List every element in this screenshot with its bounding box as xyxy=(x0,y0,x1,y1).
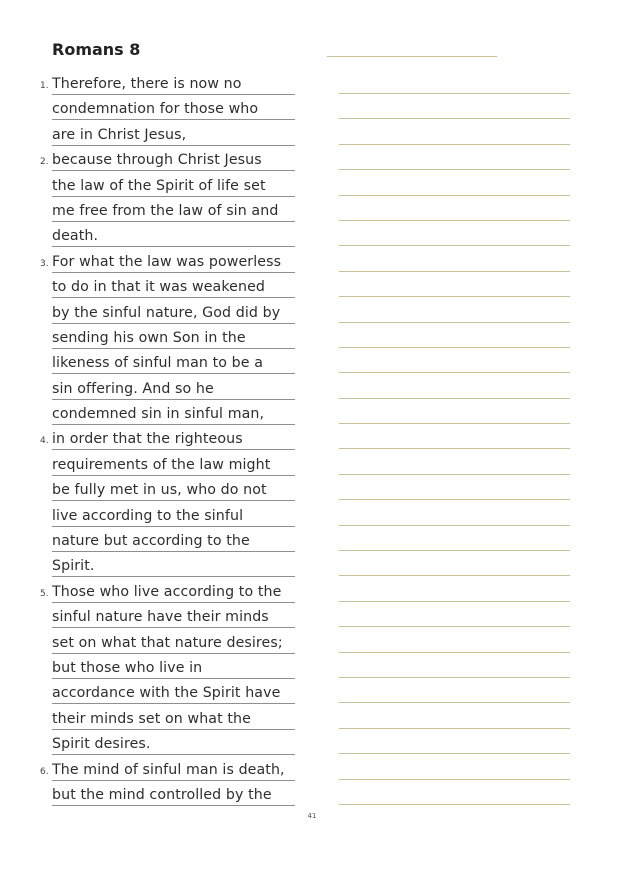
practice-writing-line xyxy=(339,125,570,150)
verse-line xyxy=(0,531,310,556)
verse-line xyxy=(0,455,310,480)
verse-number: 3. xyxy=(40,258,49,269)
verse-text: The mind of sinful man is death, xyxy=(52,760,295,781)
verse-line xyxy=(0,734,310,759)
verse-number: 2. xyxy=(40,157,49,168)
practice-writing-line xyxy=(339,506,570,531)
title-writing-rule xyxy=(327,56,497,57)
practice-writing-line xyxy=(339,531,570,556)
verse-line xyxy=(0,176,310,201)
verse-text: their minds set on what the xyxy=(52,709,295,730)
verse-number: 1. xyxy=(40,81,49,91)
verse-line xyxy=(0,328,310,353)
verse-line xyxy=(0,150,310,175)
verse-line xyxy=(0,760,310,785)
verse-line xyxy=(0,404,310,429)
verse-line xyxy=(0,709,310,734)
verse-text: by the sinful nature, God did by xyxy=(52,303,295,324)
verse-line xyxy=(0,785,310,810)
verse-text: Spirit desires. xyxy=(52,734,295,755)
verse-text: are in Christ Jesus, xyxy=(52,125,295,146)
practice-writing-line xyxy=(339,74,570,99)
verse-line xyxy=(0,658,310,683)
practice-writing-line xyxy=(339,176,570,201)
verse-text: nature but according to the xyxy=(52,531,295,552)
practice-writing-column xyxy=(339,74,570,810)
verse-text: sin offering. And so he xyxy=(52,379,295,400)
verse-line xyxy=(0,429,310,454)
verse-text: condemnation for those who xyxy=(52,99,295,120)
verse-text: but the mind controlled by the xyxy=(52,785,295,806)
verse-line xyxy=(0,125,310,150)
verse-text: to do in that it was weakened xyxy=(52,277,295,298)
verse-text: sending his own Son in the xyxy=(52,328,295,349)
practice-writing-line xyxy=(339,658,570,683)
verse-line xyxy=(0,277,310,302)
practice-writing-line xyxy=(339,379,570,404)
verse-line xyxy=(0,226,310,251)
practice-writing-line xyxy=(339,150,570,175)
verse-text: condemned sin in sinful man, xyxy=(52,404,295,425)
practice-writing-line xyxy=(339,607,570,632)
practice-writing-line xyxy=(339,99,570,124)
verse-line xyxy=(0,683,310,708)
verse-text: but those who live in xyxy=(52,658,295,679)
verse-line xyxy=(0,556,310,581)
practice-writing-line xyxy=(339,404,570,429)
verse-number: 6. xyxy=(40,766,49,777)
verse-column xyxy=(0,74,310,810)
verse-text: requirements of the law might xyxy=(52,455,295,476)
practice-writing-line xyxy=(339,633,570,658)
verse-line xyxy=(0,633,310,658)
verse-line xyxy=(0,582,310,607)
verse-line xyxy=(0,480,310,505)
practice-writing-line xyxy=(339,226,570,251)
practice-writing-line xyxy=(339,353,570,378)
verse-line xyxy=(0,201,310,226)
practice-writing-line xyxy=(339,734,570,759)
verse-text: For what the law was powerless xyxy=(52,252,295,273)
verse-text: me free from the law of sin and xyxy=(52,201,295,222)
practice-writing-line xyxy=(339,683,570,708)
verse-text: Therefore, there is now no xyxy=(52,74,295,95)
practice-writing-line xyxy=(339,455,570,480)
practice-writing-line xyxy=(339,556,570,581)
verse-line xyxy=(0,379,310,404)
verse-line xyxy=(0,303,310,328)
verse-text: set on what that nature desires; xyxy=(52,633,295,654)
practice-writing-line xyxy=(339,252,570,277)
verse-text: the law of the Spirit of life set xyxy=(52,176,295,197)
verse-number: 5. xyxy=(40,588,49,599)
practice-writing-line xyxy=(339,760,570,785)
verse-line xyxy=(0,353,310,378)
verse-line xyxy=(0,607,310,632)
practice-writing-line xyxy=(339,201,570,226)
page-title: Romans 8 xyxy=(52,40,141,59)
page-number: 41 xyxy=(307,812,317,820)
verse-text: Spirit. xyxy=(52,556,295,577)
verse-text: live according to the sinful xyxy=(52,506,295,527)
practice-writing-line xyxy=(339,785,570,810)
verse-text: because through Christ Jesus xyxy=(52,150,295,171)
verse-line xyxy=(0,74,310,99)
verse-text: accordance with the Spirit have xyxy=(52,683,295,704)
verse-text: sinful nature have their minds xyxy=(52,607,295,628)
practice-writing-line xyxy=(339,582,570,607)
verse-number: 4. xyxy=(40,436,49,447)
practice-writing-line xyxy=(339,429,570,454)
verse-text: likeness of sinful man to be a xyxy=(52,353,295,374)
practice-writing-line xyxy=(339,328,570,353)
verse-line xyxy=(0,252,310,277)
practice-writing-line xyxy=(339,303,570,328)
practice-writing-line xyxy=(339,277,570,302)
verse-line xyxy=(0,99,310,124)
practice-writing-line xyxy=(339,480,570,505)
verse-text: be fully met in us, who do not xyxy=(52,480,295,501)
verse-line xyxy=(0,506,310,531)
verse-text: death. xyxy=(52,226,295,247)
verse-text: Those who live according to the xyxy=(52,582,295,603)
verse-text: in order that the righteous xyxy=(52,429,295,450)
practice-writing-line xyxy=(339,709,570,734)
